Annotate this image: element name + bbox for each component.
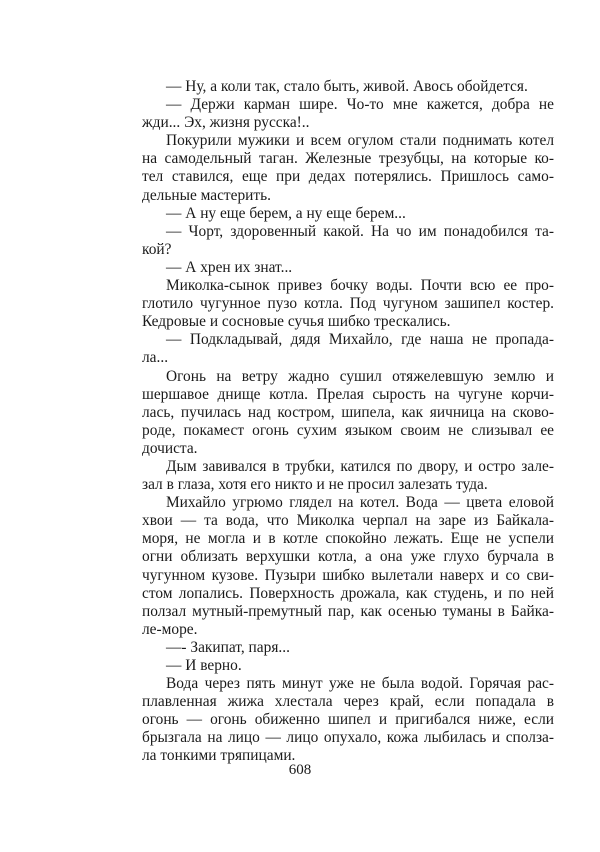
page-number: 608 [288, 762, 312, 778]
text-line: шершавое днище котла. Прелая сырость на чугуне корчи- [142, 385, 554, 403]
text-line: — А хрен их знат... [166, 258, 293, 276]
text-line: чугунном кузове. Пузыри шибко вылетали наверх и со сви- [142, 566, 554, 584]
text-line: дочиста. [142, 439, 198, 457]
text-line: ползал мутный-премутный пар, как осенью туманы в Байка- [142, 602, 554, 620]
text-line: Вода через пять минут уже не была водой. Горячая рас- [166, 675, 554, 693]
text-line: Миколка-сынок привез бочку воды. Почти всю ее про- [166, 277, 554, 295]
text-line: — И верно. [166, 657, 242, 674]
text-line: ла... [142, 349, 169, 367]
text-line: ле-море. [142, 620, 198, 638]
text-line: жди... Эх, жизня русска!.. [142, 114, 310, 132]
text-line: дельные мастерить. [142, 186, 271, 204]
text-line: Покурили мужики и всем огулом стали поднимать котел [166, 132, 554, 150]
text-line: —- Закипат, паря... [166, 638, 290, 656]
text-line: — Держи карман шире. Чо-то мне кажется, добра не [166, 96, 554, 114]
text-line: — Подкладывай, дядя Михайло, где наша не пропада- [166, 331, 554, 349]
text-line: огни облизать верхушки котла, а она уже глухо бурчала в [142, 548, 554, 566]
body-text [142, 78, 554, 766]
text-line: Дым завивался в трубки, катился по двору, и остро зале- [166, 457, 554, 475]
text-line: на самодельный таган. Железные трезубцы, на которые ко- [142, 150, 554, 168]
text-line: Михайло угрюмо глядел на котел. Вода — цвета еловой [166, 494, 554, 512]
text-line: стом лопались. Поверхность дрожала, как студень, и по ней [142, 584, 554, 602]
text-line: хвои — та вода, что Миколка черпал на заре из Байкала- [142, 512, 554, 530]
text-line: лась, пучилась над костром, шипела, как яичница на сково- [142, 403, 554, 421]
text-line: Кедровые и сосновые сучья шибко трескались. [142, 313, 451, 331]
text-line: глотило чугунное пузо котла. Под чугуном зашипел костер. [142, 295, 554, 313]
text-line: огонь — огонь обиженно шипел и пригибался ниже, если [142, 711, 554, 729]
text-line: — А ну еще берем, а ну еще берем... [166, 204, 406, 222]
text-line: плавленная жижа хлестала через край, если попадала в [142, 693, 554, 711]
text-line: ла тонкими тряпицами. [142, 747, 296, 765]
text-line: роде, покамест огонь сухим языком своим не слизывал ее [142, 421, 554, 439]
text-line: кой? [142, 240, 172, 258]
text-line: тел ставился, еще при дедах потерялись. Пришлось само- [142, 168, 554, 186]
text-line: Огонь на ветру жадно сушил отяжелевшую землю и [166, 367, 554, 385]
text-line: зал в глаза, хотя его никто и не просил залезать туда. [142, 476, 488, 494]
text-line: — Ну, а коли так, стало быть, живой. Авось обойдется. [166, 78, 528, 95]
text-line: моря, не могла и в котле спокойно лежать. Еще не успели [142, 530, 554, 548]
text-line: брызгала на лицо — лицо опухало, кожа лыбилась и сполза- [142, 729, 554, 747]
text-line: — Чорт, здоровенный какой. На чо им понадобился та- [166, 222, 554, 240]
